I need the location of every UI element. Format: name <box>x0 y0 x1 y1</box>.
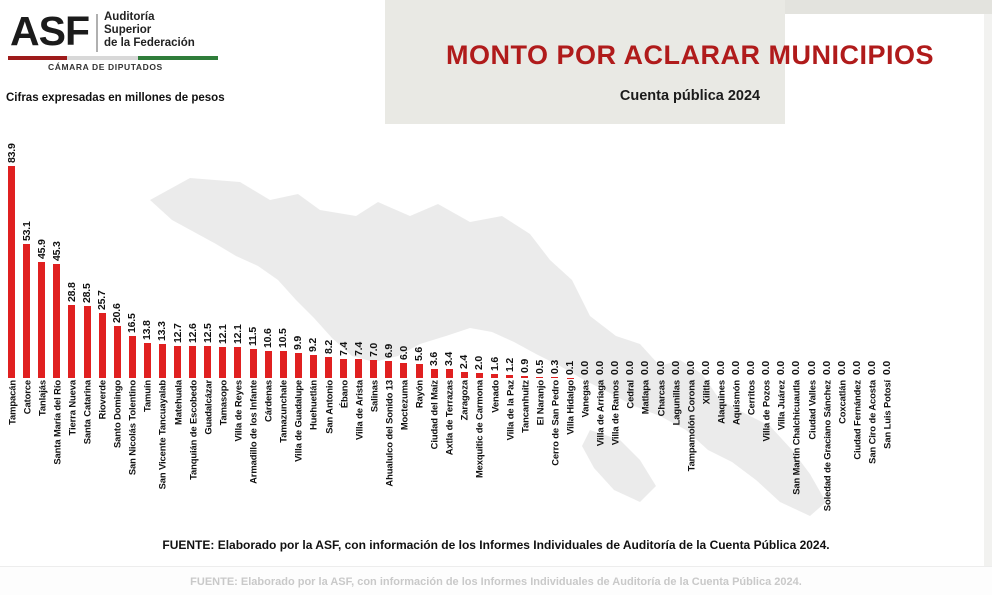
bar-value-label: 3.4 <box>443 352 456 367</box>
bar-column <box>819 118 834 378</box>
category-label: San Nicolás Tolentino <box>126 380 138 476</box>
bar-rect <box>325 357 332 378</box>
category-label: Zaragoza <box>458 380 470 421</box>
category-label: Alaquines <box>715 380 727 424</box>
category-label-column <box>140 378 155 538</box>
bar-column <box>774 118 789 378</box>
bar-value-label: 0.0 <box>594 361 607 375</box>
bar-rect <box>174 346 181 378</box>
bar-column <box>547 118 562 378</box>
category-label-column <box>472 378 487 538</box>
category-label: Lagunillas <box>670 380 682 426</box>
bar-value-label: 0.3 <box>548 360 561 375</box>
bar-rect <box>159 344 166 378</box>
bar-value-label: 0.0 <box>699 361 712 375</box>
category-label: Mexquitic de Carmona <box>473 380 485 479</box>
bar-value-label: 0.0 <box>669 361 682 375</box>
bar-value-label: 0.0 <box>835 361 848 375</box>
category-label-column <box>366 378 381 538</box>
bar-column <box>698 118 713 378</box>
category-label-column <box>427 378 442 538</box>
bar-column <box>306 118 321 378</box>
bar-column <box>502 118 517 378</box>
category-label-column <box>64 378 79 538</box>
bar-rect <box>99 313 106 378</box>
category-label-column <box>185 378 200 538</box>
bar-value-label: 0.0 <box>714 361 727 375</box>
category-label: Charcas <box>655 380 667 417</box>
logo-divider <box>96 14 98 52</box>
bar-column <box>608 118 623 378</box>
bar-column <box>713 118 728 378</box>
category-label-column <box>502 378 517 538</box>
category-label-column <box>4 378 19 538</box>
bar-value-label: 0.0 <box>805 361 818 375</box>
bar-value-label: 2.0 <box>473 355 486 370</box>
category-label-column <box>532 378 547 538</box>
bar-column <box>849 118 864 378</box>
bar-value-label: 7.4 <box>352 342 365 357</box>
logo-institution-name <box>104 11 195 50</box>
category-label-column <box>562 378 577 538</box>
bar-rect <box>385 361 392 378</box>
category-label-column <box>879 378 894 538</box>
bar-value-label: 0.9 <box>518 358 531 373</box>
category-label: Aquismón <box>730 380 742 426</box>
bar-rect <box>280 351 287 378</box>
category-label: Cedral <box>624 380 636 409</box>
category-label: Tancanhuitz <box>519 380 531 433</box>
asf-logo <box>0 0 230 88</box>
bar-column <box>381 118 396 378</box>
category-label-column <box>412 378 427 538</box>
category-label-column <box>668 378 683 538</box>
bar-value-label: 2.4 <box>458 354 471 369</box>
bar-value-label: 3.6 <box>428 351 441 366</box>
category-label: Tanquián de Escobedo <box>187 380 199 480</box>
asf-acronym: ASF <box>10 8 89 54</box>
bar-value-label: 0.0 <box>745 361 758 375</box>
bar-value-label: 16.5 <box>126 313 139 334</box>
bar-value-label: 12.1 <box>216 324 229 345</box>
category-label: Tamuín <box>141 380 153 413</box>
bar-column <box>246 118 261 378</box>
category-label-column <box>834 378 849 538</box>
bar-column <box>789 118 804 378</box>
bar-column <box>19 118 34 378</box>
bar-value-label: 0.0 <box>579 361 592 375</box>
bar-column <box>351 118 366 378</box>
bar-column <box>4 118 19 378</box>
bar-column <box>64 118 79 378</box>
category-label: Villa de la Paz <box>504 380 516 441</box>
category-label: Cárdenas <box>262 380 274 422</box>
category-label-column <box>79 378 94 538</box>
category-label: Tanlajás <box>36 380 48 417</box>
bar-value-label: 25.7 <box>96 290 109 311</box>
category-label-column <box>321 378 336 538</box>
bar-column <box>593 118 608 378</box>
bar-rect <box>53 264 60 378</box>
bar-value-label: 7.0 <box>367 343 380 358</box>
bar-column <box>396 118 411 378</box>
bar-column <box>276 118 291 378</box>
bar-column <box>215 118 230 378</box>
bar-column <box>155 118 170 378</box>
category-label: Santa Catarina <box>81 380 93 445</box>
category-label-column <box>819 378 834 538</box>
logo-line-1: Auditoría <box>104 11 155 23</box>
category-label: Matlapa <box>639 380 651 415</box>
category-label-column <box>698 378 713 538</box>
bar-column <box>125 118 140 378</box>
category-label-column <box>578 378 593 538</box>
category-label: Villa de Arriaga <box>594 380 606 447</box>
bar-rect <box>446 369 453 378</box>
category-label-column <box>230 378 245 538</box>
category-label: Rioverde <box>96 380 108 420</box>
bar-rect <box>370 360 377 378</box>
chart-subtitle: Cuenta pública 2024 <box>619 88 761 104</box>
bar-value-label: 12.5 <box>201 323 214 344</box>
category-label-column <box>593 378 608 538</box>
category-label-column <box>381 378 396 538</box>
category-label: Cerro de San Pedro <box>549 380 561 466</box>
category-label: Santo Domingo <box>111 380 123 448</box>
bar-column <box>578 118 593 378</box>
category-label: Villa de Guadalupe <box>292 380 304 462</box>
bar-rect <box>431 369 438 378</box>
category-label: Salinas <box>368 380 380 413</box>
bar-value-label: 0.0 <box>775 361 788 375</box>
category-label-column <box>351 378 366 538</box>
category-label-column <box>19 378 34 538</box>
bar-value-label: 1.6 <box>488 356 501 371</box>
logo-line-2: Superior <box>104 24 152 36</box>
category-label: Ahualulco del Sonido 13 <box>383 380 395 487</box>
bar-value-label: 12.6 <box>186 323 199 344</box>
bar-column <box>517 118 532 378</box>
category-label-column <box>683 378 698 538</box>
category-label: San Ciro de Acosta <box>866 380 878 464</box>
bar-value-label: 1.2 <box>503 357 516 372</box>
bar-column <box>170 118 185 378</box>
bar-column <box>759 118 774 378</box>
bar-value-label: 45.9 <box>35 239 48 260</box>
bar-rect <box>189 346 196 378</box>
category-label: Venado <box>489 380 501 413</box>
bar-rect <box>114 326 121 378</box>
bar-column <box>110 118 125 378</box>
bar-column <box>185 118 200 378</box>
logo-line-3: de la Federación <box>104 37 195 49</box>
category-label-column <box>713 378 728 538</box>
bar-column <box>457 118 472 378</box>
bar-column <box>879 118 894 378</box>
bar-rect <box>219 347 226 378</box>
category-label: Ciudad del Maíz <box>428 380 440 450</box>
bar-rect <box>129 336 136 378</box>
category-label-column <box>457 378 472 538</box>
bar-column <box>864 118 879 378</box>
source-note: FUENTE: Elaborado por la ASF, con información de los Informes Individuales de Auditoría de la Cuenta Pública 2024. <box>162 538 830 552</box>
bar-value-label: 28.8 <box>65 282 78 303</box>
bar-column <box>472 118 487 378</box>
bar-value-label: 0.0 <box>820 361 833 375</box>
bar-rect <box>340 359 347 378</box>
category-label: Catorce <box>21 380 33 415</box>
bar-value-label: 0.0 <box>684 361 697 375</box>
bar-column <box>804 118 819 378</box>
bar-column <box>140 118 155 378</box>
category-label-column <box>276 378 291 538</box>
category-label: Xilitla <box>700 380 712 405</box>
category-label: Villa de Arista <box>353 380 365 440</box>
bar-value-label: 12.1 <box>231 324 244 345</box>
bar-column <box>729 118 744 378</box>
bar-value-label: 45.3 <box>50 240 63 261</box>
bar-rect <box>295 353 302 378</box>
category-label: Tampamolón Corona <box>685 380 697 472</box>
category-label-column <box>215 378 230 538</box>
bar-value-label: 53.1 <box>20 221 33 241</box>
bar-value-label: 9.9 <box>292 336 305 350</box>
category-axis <box>4 378 895 538</box>
category-label: Guadalcázar <box>202 380 214 435</box>
bar-rect <box>204 346 211 378</box>
category-label-column <box>744 378 759 538</box>
category-label-column <box>638 378 653 538</box>
bar-value-label: 8.2 <box>322 340 335 355</box>
category-label-column <box>623 378 638 538</box>
category-label: El Naranjo <box>534 380 546 426</box>
bar-rect <box>355 359 362 378</box>
bar-rect <box>23 244 30 378</box>
bar-rect <box>310 355 317 378</box>
bar-value-label: 7.4 <box>337 342 350 357</box>
bar-value-label: 20.6 <box>111 303 124 323</box>
bar-value-label: 6.9 <box>382 343 395 358</box>
bar-series <box>4 118 895 378</box>
bar-column <box>366 118 381 378</box>
bar-column <box>744 118 759 378</box>
bar-column <box>532 118 547 378</box>
category-label: Soledad de Graciano Sánchez <box>821 380 833 512</box>
bar-column <box>34 118 49 378</box>
category-label: Ciudad Fernández <box>851 380 863 460</box>
category-label-column <box>547 378 562 538</box>
bar-rect <box>265 351 272 378</box>
bar-column <box>668 118 683 378</box>
bar-value-label: 11.5 <box>247 326 260 346</box>
category-label: Villa de Reyes <box>232 380 244 442</box>
source-note-ghost: FUENTE: Elaborado por la ASF, con información de los Informes Individuales de Auditoría de la Cuenta Pública 2024. <box>190 576 802 588</box>
bar-value-label: 0.0 <box>654 361 667 375</box>
bar-value-label: 0.0 <box>639 361 652 375</box>
bar-column <box>834 118 849 378</box>
bar-rect <box>400 363 407 378</box>
category-label-column <box>608 378 623 538</box>
category-label: Rayón <box>413 380 425 409</box>
category-label: San Vicente Tancuayalab <box>156 380 168 490</box>
bar-value-label: 13.8 <box>141 320 154 341</box>
category-label-column <box>789 378 804 538</box>
bar-value-label: 10.5 <box>277 328 290 349</box>
category-label-column <box>759 378 774 538</box>
bar-column <box>336 118 351 378</box>
bar-value-label: 0.0 <box>624 361 637 375</box>
bar-column <box>412 118 427 378</box>
category-label-column <box>729 378 744 538</box>
bar-column <box>291 118 306 378</box>
category-label-column <box>487 378 502 538</box>
bar-rect <box>250 349 257 378</box>
category-label-column <box>291 378 306 538</box>
category-label: Armadillo de los Infante <box>247 380 259 484</box>
category-label-column <box>336 378 351 538</box>
bar-value-label: 0.0 <box>865 361 878 375</box>
category-label-column <box>396 378 411 538</box>
category-label-column <box>170 378 185 538</box>
bar-value-label: 0.0 <box>880 361 893 375</box>
logo-caption: CÁMARA DE DIPUTADOS <box>48 62 163 72</box>
category-label-column <box>864 378 879 538</box>
chart-title: MONTO POR ACLARAR MUNICIPIOS <box>445 40 934 70</box>
category-label-column <box>34 378 49 538</box>
bar-value-label: 0.0 <box>609 361 622 375</box>
category-label-column <box>49 378 64 538</box>
bar-value-label: 0.1 <box>564 360 577 375</box>
bar-rect <box>416 364 423 378</box>
category-label-column <box>306 378 321 538</box>
bar-value-label: 13.3 <box>156 321 169 342</box>
bar-value-label: 0.0 <box>760 361 773 375</box>
category-label-column <box>95 378 110 538</box>
bar-value-label: 0.0 <box>730 361 743 375</box>
category-label: Villa Hidalgo <box>564 380 576 435</box>
category-label: Axtla de Terrazas <box>443 380 455 456</box>
bar-value-label: 0.5 <box>533 359 546 374</box>
category-label: Tampacán <box>6 380 18 425</box>
bar-value-label: 0.0 <box>790 361 803 375</box>
bar-value-label: 28.5 <box>81 283 94 303</box>
logo-tricolor-bar <box>8 56 218 60</box>
category-label: Tierra Nueva <box>66 380 78 436</box>
category-label-column <box>125 378 140 538</box>
category-label: Matehuala <box>172 380 184 425</box>
bar-column <box>95 118 110 378</box>
category-label: Tamasopo <box>217 380 229 426</box>
bar-column <box>79 118 94 378</box>
category-label: Ciudad Valles <box>806 380 818 440</box>
category-label: Ébano <box>338 380 350 409</box>
bar-column <box>49 118 64 378</box>
category-label: San Antonio <box>323 380 335 434</box>
category-label: Villa de Pozos <box>760 380 772 442</box>
bar-rect <box>234 347 241 378</box>
bar-column <box>321 118 336 378</box>
bar-column <box>200 118 215 378</box>
category-label: Villa Juárez <box>775 380 787 431</box>
category-label-column <box>804 378 819 538</box>
category-label-column <box>110 378 125 538</box>
bar-column <box>683 118 698 378</box>
bar-rect <box>38 262 45 378</box>
bar-column <box>562 118 577 378</box>
category-label: San Martín Chalchicuautla <box>790 380 802 495</box>
category-label: Santa María del Río <box>51 380 63 465</box>
category-label: San Luis Potosí <box>881 380 893 449</box>
category-label-column <box>774 378 789 538</box>
bar-value-label: 10.6 <box>262 328 275 349</box>
category-label-column <box>653 378 668 538</box>
bar-rect <box>84 306 91 378</box>
bar-column <box>261 118 276 378</box>
bar-column <box>230 118 245 378</box>
bar-value-label: 12.7 <box>171 323 184 343</box>
category-label-column <box>849 378 864 538</box>
bar-column <box>487 118 502 378</box>
units-note: Cifras expresadas en millones de pesos <box>6 92 225 104</box>
bar-column <box>653 118 668 378</box>
category-label: Huehuetlán <box>307 380 319 431</box>
category-label-column <box>200 378 215 538</box>
bar-value-label: 83.9 <box>5 143 18 163</box>
category-label-column <box>261 378 276 538</box>
category-label: Villa de Ramos <box>609 380 621 446</box>
category-label-column <box>246 378 261 538</box>
category-label: Cerritos <box>745 380 757 416</box>
category-label: Tamazunchale <box>277 380 289 443</box>
category-label-column <box>442 378 457 538</box>
category-label-column <box>155 378 170 538</box>
bar-column <box>623 118 638 378</box>
bar-column <box>442 118 457 378</box>
bar-value-label: 5.6 <box>413 346 426 361</box>
bar-rect <box>68 305 75 378</box>
category-label: Vanegas <box>579 380 591 418</box>
bar-column <box>638 118 653 378</box>
bar-value-label: 0.0 <box>850 361 863 375</box>
bar-value-label: 6.0 <box>397 345 410 360</box>
bar-rect <box>144 343 151 378</box>
chart-plot-area <box>0 118 992 378</box>
category-label: Moctezuma <box>398 380 410 431</box>
bar-column <box>427 118 442 378</box>
bar-value-label: 9.2 <box>307 337 320 352</box>
bar-rect <box>8 166 15 378</box>
category-label: Coxcatlán <box>836 380 848 424</box>
category-label-column <box>517 378 532 538</box>
